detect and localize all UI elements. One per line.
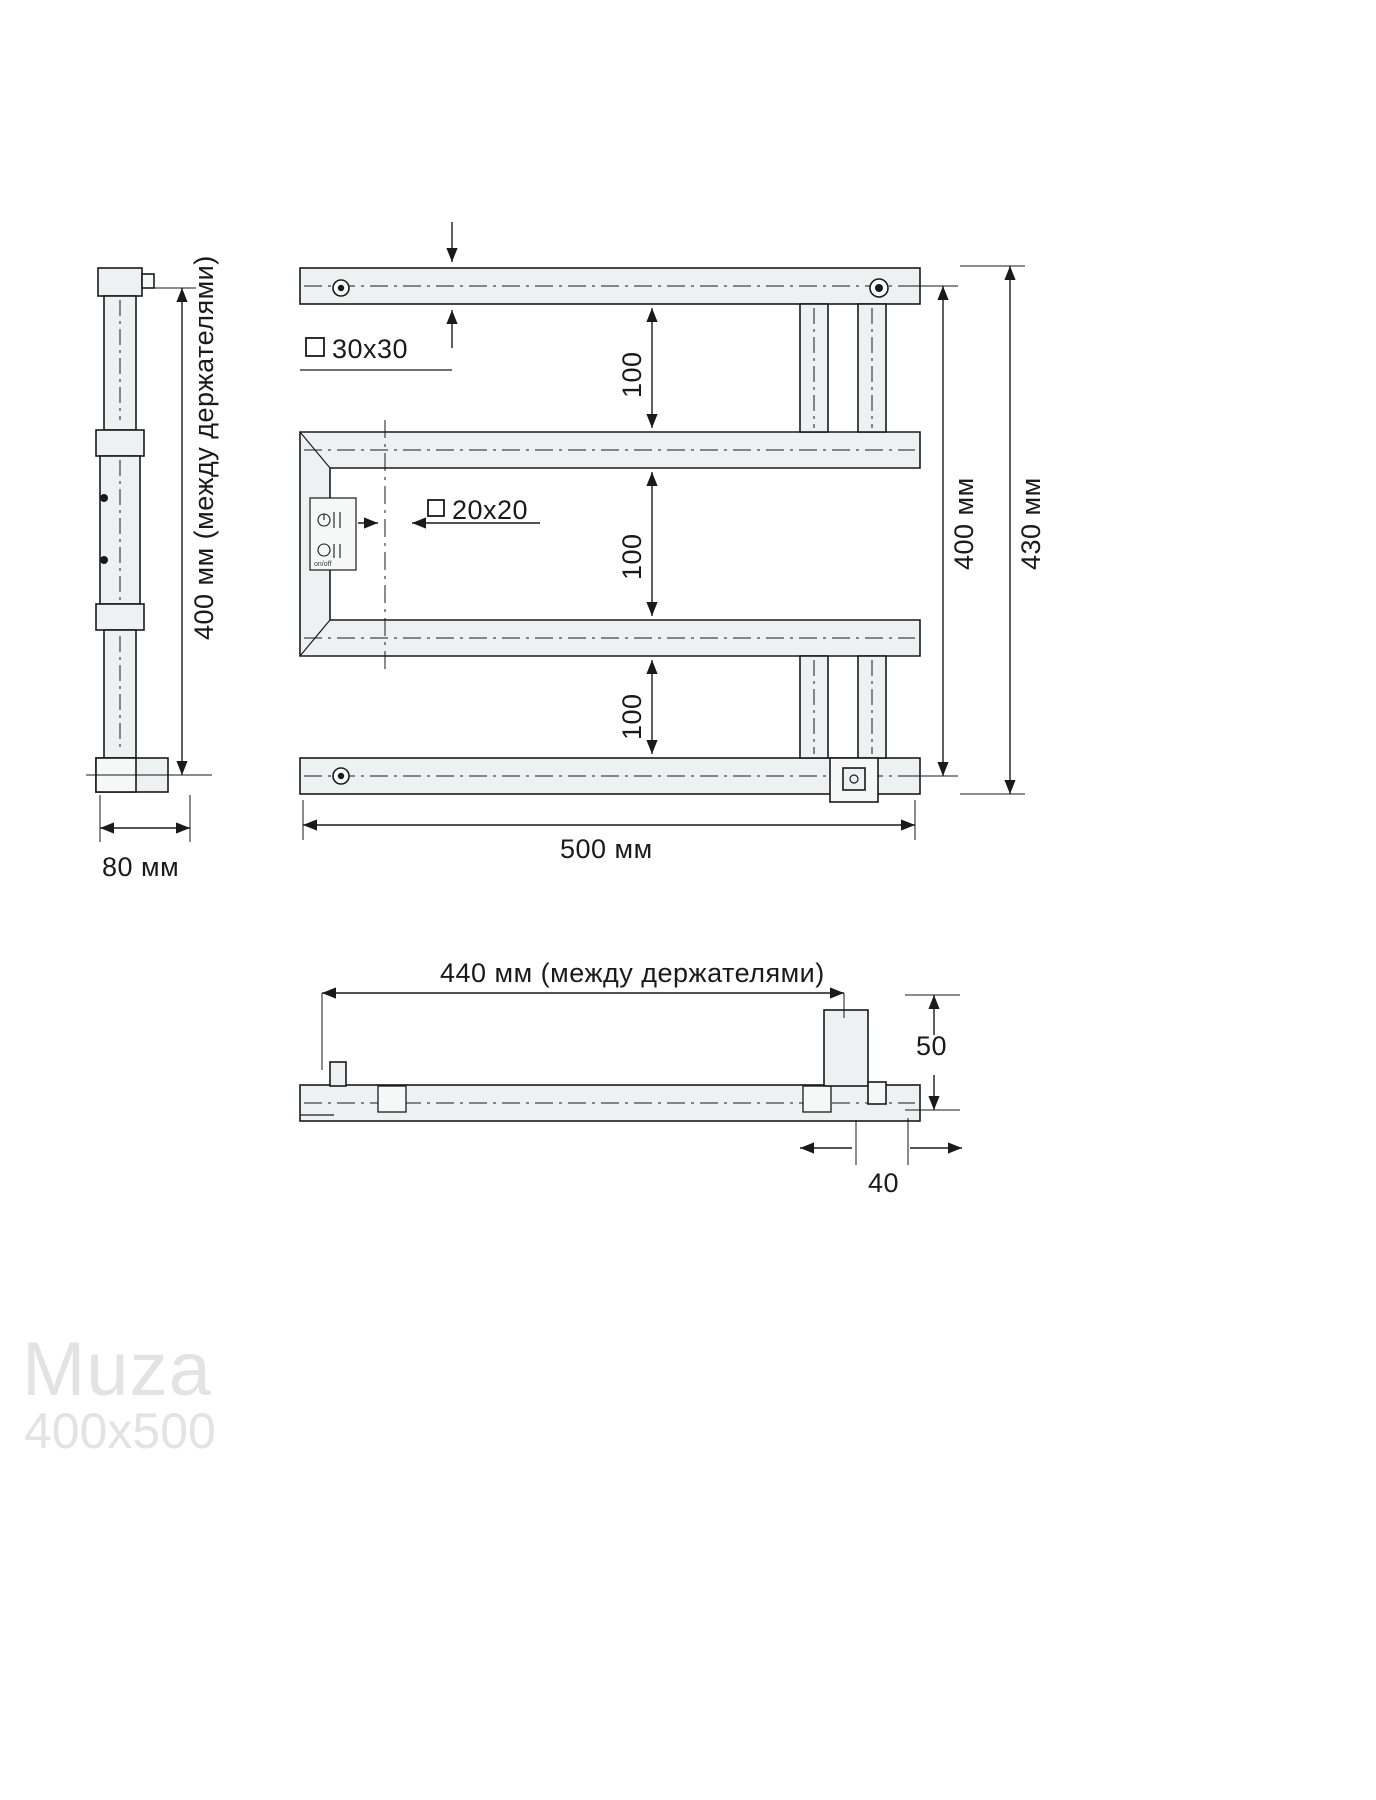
label-on-off: on/off [314,561,332,568]
label-profile-30: 30x30 [332,334,409,364]
label-offset-50: 50 [916,1031,948,1061]
dim-width-between-holders [322,993,844,1070]
icon-square-profile-30 [306,338,324,356]
label-height-between-holders: 400 мм (между держателями) [189,255,219,640]
label-profile-20: 20x20 [452,495,529,525]
top-elevation-view [300,1010,920,1121]
icon-square-profile-20 [428,500,444,516]
label-height-400: 400 мм [949,477,979,570]
label-depth-80: 80 мм [102,852,180,882]
label-width-between-holders: 440 мм (между держателями) [440,958,825,988]
label-height-430: 430 мм [1016,477,1046,570]
brand-model: 400x500 [24,1403,216,1459]
label-width-500: 500 мм [560,834,653,864]
label-spacing-100-mid: 100 [617,533,647,580]
dim-depth-80 [100,795,190,842]
dim-offset-40 [800,1118,962,1165]
label-spacing-100-bottom: 100 [617,693,647,740]
label-spacing-100-top: 100 [617,351,647,398]
label-offset-40: 40 [868,1168,900,1198]
brand-name: Muza [22,1327,212,1412]
